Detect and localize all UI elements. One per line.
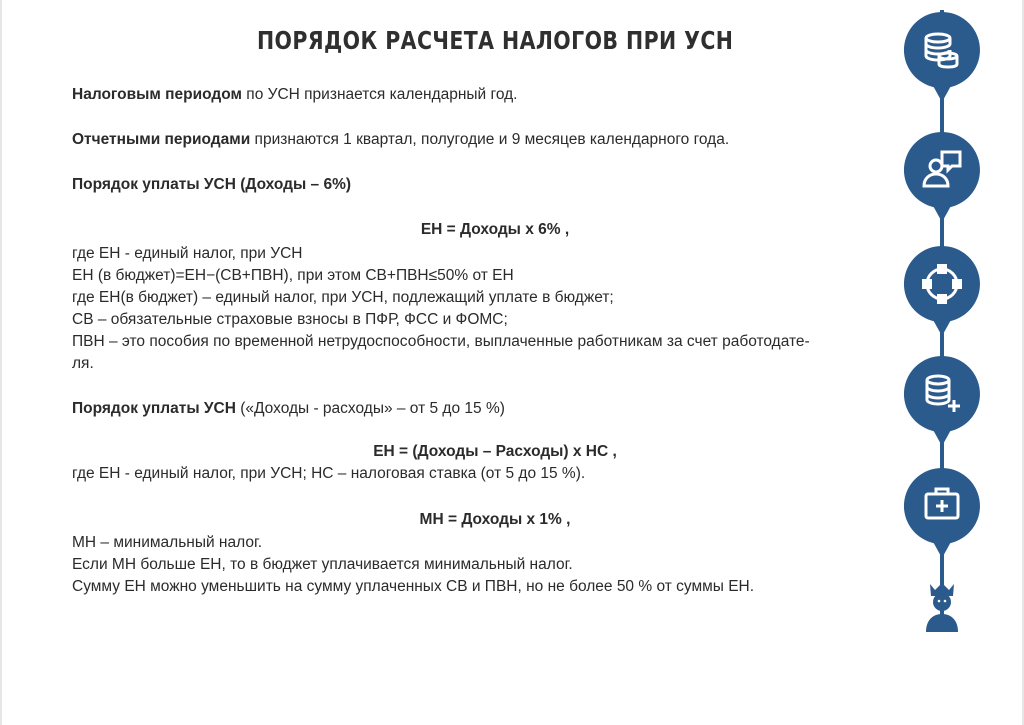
timeline-pin-1 [902,10,982,90]
coins-stack-icon [902,10,982,106]
section-heading-income-expenses-rest: («Доходы - расходы» – от 5 до 15 %) [235,400,505,417]
text-line-4: где ЕН - единый налог, при УСН [72,245,303,262]
timeline-pin-5 [902,466,982,546]
page-title: ПОРЯДОК РАСЧЕТА НАЛОГОВ ПРИ УСН [256,26,734,55]
text-line-11: где ЕН - единый налог, при УСН; НС – налоговая ставка (от 5 до 15 %). [72,465,586,482]
tax-period-label: Налоговым периодом [72,86,242,103]
reporting-periods-label: Отчетными периодами [72,131,251,148]
timeline-pin-4 [902,354,982,434]
text-line-9: ля. [72,355,94,372]
text-line-12: МН – минимальный налог. [72,534,263,551]
text-line-5: ЕН (в бюджет)=ЕН−(СВ+ПВН), при этом СВ+ПВН≤50% от ЕН [72,267,514,284]
text-line-8: ПВН – это пособия по временной нетрудоспособности, выплаченные работникам за счет работодате- [72,333,810,350]
first-aid-kit-icon [902,466,982,562]
timeline-pin-3 [902,244,982,324]
section-heading-income-expenses [72,400,505,418]
network-cycle-icon [902,244,982,340]
timeline-pin-2 [902,130,982,210]
formula-income: ЕН = Доходы х 6% , [420,221,570,238]
formula-minimum-tax: МН = Доходы х 1% , [419,511,571,528]
database-add-icon [902,354,982,450]
section-heading-income: Порядок уплаты УСН (Доходы – 6%) [72,176,352,193]
text-line-2 [72,131,729,149]
text-line-13: Если МН больше ЕН, то в бюджет уплачивается минимальный налог. [72,556,573,573]
formula-income-expenses: ЕН = (Доходы – Расходы) х НС , [373,443,617,460]
text-line-7: СВ – обязательные страховые взносы в ПФР, ФСС и ФОМС; [72,311,508,328]
person-crown-icon [922,580,962,632]
text-line-14: Сумму ЕН можно уменьшить на сумму уплаченных СВ и ПВН, но не более 50 % от суммы ЕН. [72,578,755,595]
text-line-1 [72,86,517,104]
section-heading-income-expenses-bold: Порядок уплаты УСН [72,400,236,417]
tax-period-text: по УСН признается календарный год. [242,86,518,103]
reporting-periods-text: признаются 1 квартал, полугодие и 9 месяцев календарного года. [250,131,730,148]
presenter-chat-icon [902,130,982,226]
text-line-6: где ЕН(в бюджет) – единый налог, при УСН, подлежащий уплате в бюджет; [72,289,614,306]
